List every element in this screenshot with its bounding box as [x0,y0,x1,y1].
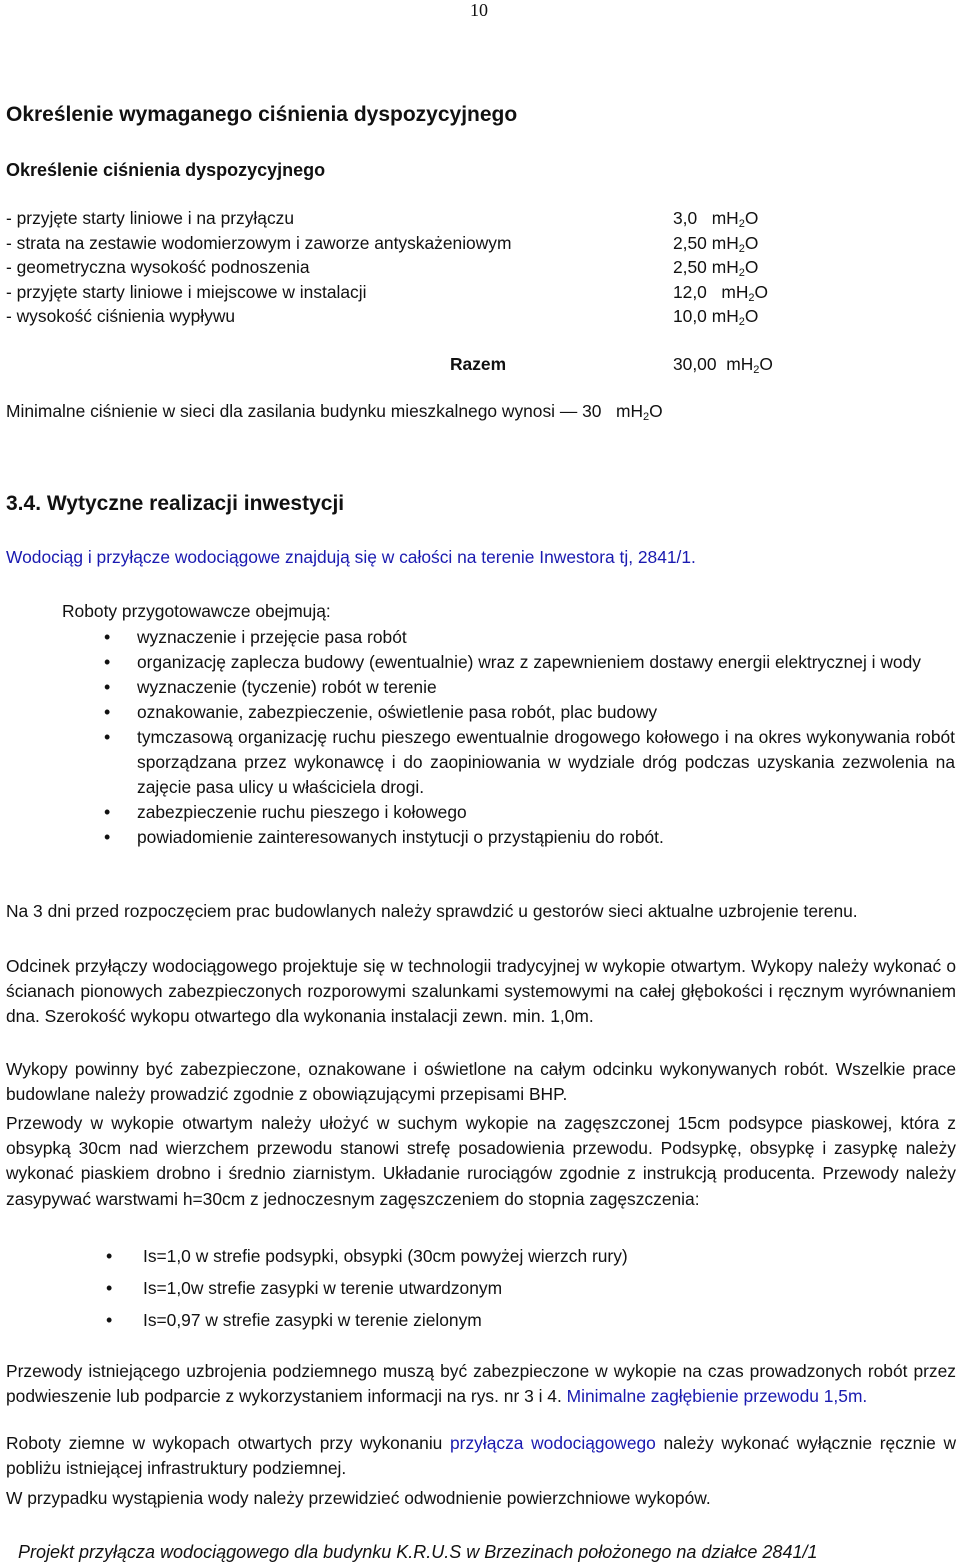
list-item: • Is=1,0w strefie zasypki w terenie utwardzonym [143,1272,955,1304]
pressure-row-value: 3,0 $mH_2O$ [673,208,759,230]
list-item: • wyznaczenie i przejęcie pasa robót [137,625,955,650]
list-item: • tymczasową organizację ruchu pieszego ewentualnie drogowego kołowego i na okres wykonywania robót sporządzana przez wykonawcę i do zaopiniowania w wydziale dróg podczas uzyskania zezwolenia na zajęcie pasa ulicy u właściciela drogi. [137,725,955,800]
section-intro: Wodociąg i przyłącze wodociągowe znajdują się w całości na terenie Inwestora tj, 2841/1. [6,547,696,567]
total-label: Razem [450,354,507,374]
compaction-list [143,1240,955,1336]
prep-list [137,625,955,850]
list-item: • Is=1,0 w strefie podsypki, obsypki (30cm powyżej wierzch rury) [143,1240,955,1272]
sub-heading: Określenie ciśnienia dyspozycyjnego [6,160,326,180]
main-heading: Określenie wymaganego ciśnienia dyspozycyjnego [6,103,518,126]
list-item: • oznakowanie, zabezpieczenie, oświetlenie pasa robót, plac budowy [137,700,955,725]
pressure-row-value: 12,0 $mH_2O$ [673,282,769,304]
pressure-row-label: - geometryczna wysokość podnoszenia [6,257,310,277]
paragraph-pipe-bedding: Przewody w wykopie otwartym należy ułożyć w suchym wykopie na zagęszczonej 15cm podsypce piaskowej, która z obsypką 30cm nad wierzchem przewodu stanowi strefę posadowienia przewodu. Podsypkę, obsypkę i zasypkę należy wykonać piaskiem drobno i średnio ziarnistym. Układanie rurociągów zgodnie z instrukcją producenta. Przewody należy zasypywać warstwami h=30cm z jednoczesnym zagęszczeniem do stopnia zagęszczenia: [6,1113,956,1209]
paragraph-trench-technology: Odcinek przyłączy wodociągowego projektuje się w technologii tradycyjnej w wykopie otwartym. Wykopy należy wykonać o ścianach pionowych zabezpieczonych rozporowymi szalunkami systemowymi na całej głębokości i ręcznym wyrównaniem dna. Szerokość wykopu otwartego dla wykonania instalacji zewn. min. 1,0m. [6,956,956,1027]
prep-intro: Roboty przygotowawcze obejmują: [62,601,331,621]
paragraph-dewatering: W przypadku wystąpienia wody należy przewidzieć odwodnienie powierzchniowe wykopów. [6,1488,711,1508]
pressure-row-value: 2,50 $mH_2O$ [673,233,759,255]
list-item: • wyznaczenie (tyczenie) robót w terenie [137,675,955,700]
min-depth-note: Minimalne zagłębienie przewodu 1,5m. [566,1386,868,1407]
pressure-row-value: 10,0 $mH_2O$ [673,306,759,328]
section-title: 3.4. Wytyczne realizacji inwestycji [6,492,345,515]
paragraph-utilities-check: Na 3 dni przed rozpoczęciem prac budowlanych należy sprawdzić u gestorów sieci aktualne uzbrojenie terenu. [6,901,858,921]
paragraph-trench-safety: Wykopy powinny być zabezpieczone, oznakowane i oświetlone na całym odcinku wykonywanych robót. Wszelkie prace budowlane należy prowadzić zgodnie z obowiązującymi przepisami BHP. [6,1059,956,1105]
total-value: 30,00 $mH_2O$ [673,354,773,376]
page-footer: Projekt przyłącza wodociągowego dla budynku K.R.U.S w Brzezinach położonego na działce 2841/1 [18,1542,818,1562]
connection-highlight: przyłącza wodociągowego [450,1433,656,1453]
list-item: • powiadomienie zainteresowanych instytucji o przystąpieniu do robót. [137,825,955,850]
pressure-row-label: - przyjęte starty liniowe i na przyłączu [6,208,295,228]
pressure-row-label: - strata na zestawie wodomierzowym i zaworze antyskażeniowym [6,233,512,253]
list-item: • Is=0,97 w strefie zasypki w terenie zielonym [143,1304,955,1336]
page-number: 10 [470,0,488,20]
paragraph-existing-utilities: Przewody istniejącego uzbrojenia podziemnego muszą być zabezpieczone w wykopie na czas prowadzonych robót przez podwieszenie lub podparcie z wykorzystaniem informacji na rys. nr 3 i 4. Minimalne zagłębienie przewodu 1,5m. [6,1361,956,1407]
list-item: • zabezpieczenie ruchu pieszego i kołowego [137,800,955,825]
min-pressure-line: Minimalne ciśnienie w sieci dla zasilania budynku mieszkalnego wynosi — 30 $mH_2O$ [6,401,663,423]
pressure-row-label: - przyjęte starty liniowe i miejscowe w instalacji [6,282,367,302]
pressure-row-label: - wysokość ciśnienia wypływu [6,306,236,326]
list-item: • organizację zaplecza budowy (ewentualnie) wraz z zapewnieniem dostawy energii elektrycznej i wody [137,650,955,675]
pressure-row-value: 2,50 $mH_2O$ [673,257,759,279]
paragraph-manual-excavation: Roboty ziemne w wykopach otwartych przy wykonaniu przyłącza wodociągowego należy wykonać wyłącznie ręcznie w pobliżu istniejącej infrastruktury podziemnej. [6,1433,956,1479]
